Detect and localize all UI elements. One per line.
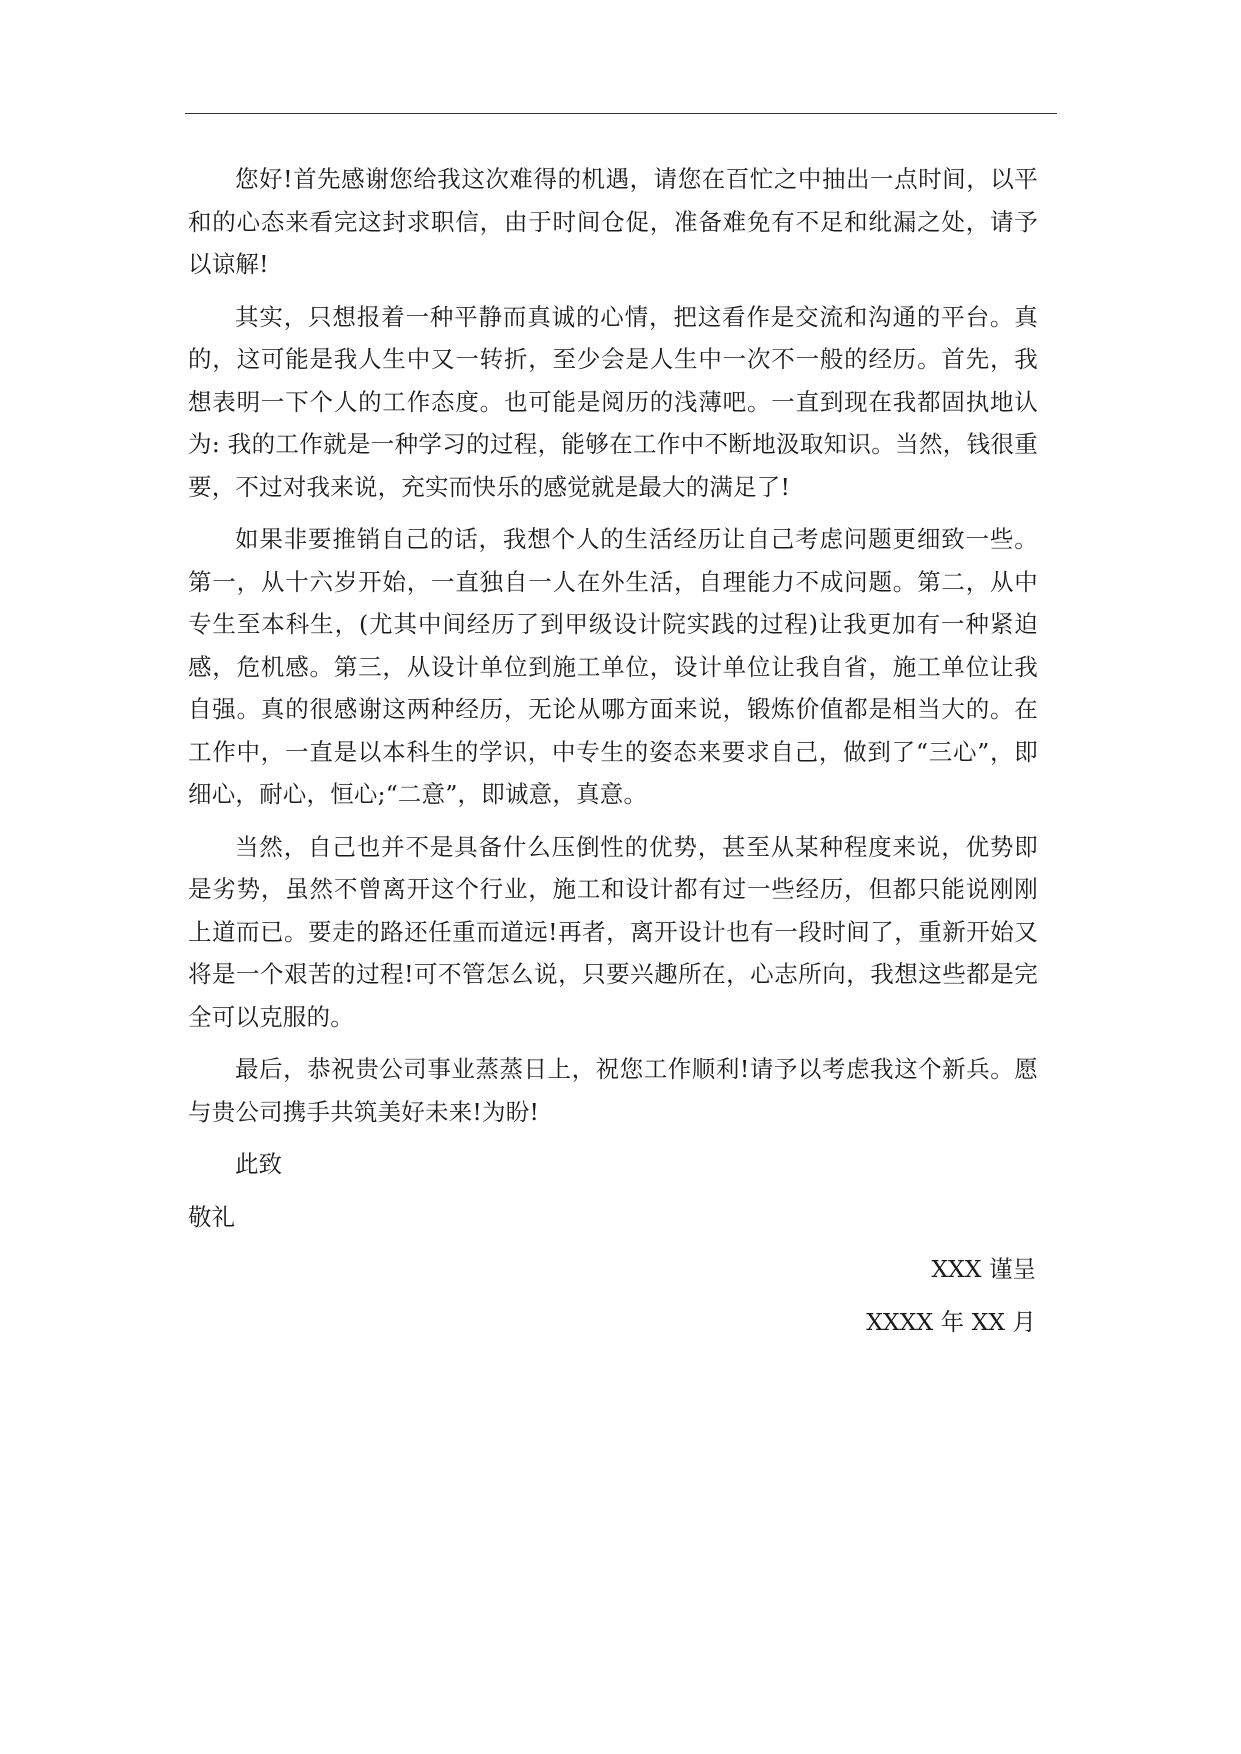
letter-date: XXXX 年 XX 月 bbox=[866, 1307, 1036, 1336]
paragraph-greeting: 您好!首先感谢您给我这次难得的机遇，请您在百忙之中抽出一点时间，以平和的心态来看完这封求职信，由于时间仓促，准备难免有不足和纰漏之处，请予以谅解! bbox=[188, 165, 1038, 278]
paragraph-experience: 如果非要推销自己的话，我想个人的生活经历让自己考虑问题更细致一些。第一，从十六岁开始，一直独自一人在外生活，自理能力不成问题。第二，从中专生至本科生，(尤其中间经历了到甲级设计院实践的过程)让我更加有一种紧迫感，危机感。第三，从设计单位到施工单位，设计单位让我自省，施工单位让我自强。真的很感谢这两种经历，无论从哪方面来说，锻炼价值都是相当大的。在工作中，一直是以本科生的学识，中专生的姿态来要求自己，做到了“三心”，即细心，耐心，恒心;“二意”，即诚意，真意。 bbox=[188, 525, 1038, 808]
closing-salutation: 此致 bbox=[235, 1150, 282, 1178]
letter-body bbox=[188, 158, 1038, 1353]
paragraph-weakness: 当然，自己也并不是具备什么压倒性的优势，甚至从某种程度来说，优势即是劣势，虽然不曾离开这个行业，施工和设计都有过一些经历，但都只能说刚刚上道而已。要走的路还任重而道远!再者，离开设计也有一段时间了，重新开始又将是一个艰苦的过程!可不管怎么说，只要兴趣所在，心志所向，我想这些都是完全可以克服的。 bbox=[188, 832, 1038, 1031]
signature: XXX 谨呈 bbox=[931, 1255, 1036, 1283]
paragraph-attitude: 其实，只想报着一种平静而真诚的心情，把这看作是交流和沟通的平台。真的，这可能是我人生中又一转折，至少会是人生中一次不一般的经历。首先，我想表明一下个人的工作态度。也可能是阅历的浅薄吧。一直到现在我都固执地认为: 我的工作就是一种学习的过程，能够在工作中不断地汲取知识。当然，钱很重要，不过对我来说，充实而快乐的感觉就是最大的满足了! bbox=[188, 302, 1038, 501]
header-rule bbox=[185, 113, 1057, 114]
paragraph-final-wishes: 最后，恭祝贵公司事业蒸蒸日上，祝您工作顺利!请予以考虑我这个新兵。愿与贵公司携手共筑美好未来!为盼! bbox=[188, 1055, 1038, 1126]
closing-regards: 敬礼 bbox=[188, 1202, 235, 1231]
